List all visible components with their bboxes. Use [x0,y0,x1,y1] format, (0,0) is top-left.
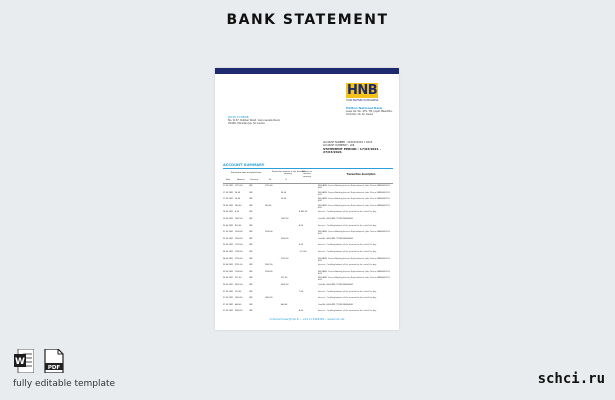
row-balance: 8.00 [299,224,304,227]
row-dr: 1200.00 [265,270,273,273]
row-currency: LKR [249,211,253,214]
row-amount: 1587.00 [235,218,243,220]
bank-address: Level 02, No. 479, T.B. Jayah Mawatha, Colombo 10, Sri Lanka [346,110,393,116]
row-amount: 460.00 [235,303,242,306]
row-balance: 6.00 [299,244,304,247]
row-amount: 7702.00 [235,244,243,247]
table-row [223,263,393,270]
table-row [223,243,393,250]
summary-divider [223,168,393,169]
bank-name: Hatton National Bank [346,106,383,110]
row-description: WILLIAMS, Current Banking Internet Replenishment, John Citizen 348264002 R.L 6/01 [318,257,391,262]
row-dr: 1710.00 [265,185,273,187]
row-amount: 1710.00 [235,185,243,187]
row-date: 25.03.2021 [223,264,234,267]
bank-logo: HNB [347,83,378,98]
row-cr: 2401.00 [281,284,289,286]
row-description: Interest - Crediting balance of the account for the end of the day [318,244,377,247]
row-date: 26.03.2021 [223,284,234,286]
row-currency: LKR [249,270,253,273]
row-description: Interest - Crediting balance of the account for the end of the day [318,297,377,300]
row-description: Interest - Crediting balance of the account for the end of the day [318,224,377,227]
row-cr: 24.00 [281,191,287,194]
col-header-currency: Currency [249,179,259,181]
document-footer: hnbsmartiuser@hnb.lk • +94 11 2462462 • www.hnb.net [269,318,345,321]
row-amount: 2401.00 [235,284,243,286]
row-description: WILLIAMS, Current Banking Internet Replenishment, John Citizen 348264002 R.L 6/01 [318,277,391,282]
row-cr: 1587.00 [281,218,289,220]
row-description: Card No. 0000 ATM CTIZEN 348264002 [318,303,354,306]
row-description: WILLIAMS, Current Banking Internet Replenishment, John Citizen 348264002 R.L 6/01 [318,231,391,236]
row-amount: 1650.00 [235,297,243,300]
row-description: WILLIAMS, Current Banking Internet Replenishment, John Citizen 348264002 R.L 6/01 [318,198,391,203]
row-cr: 271.00 [281,277,288,280]
account-meta [323,141,397,155]
row-currency: LKR [249,297,253,300]
row-currency: LKR [249,224,253,227]
table-row [223,184,393,191]
pdf-badge-label: PDF [47,365,61,371]
row-description: Card No. 0000 ATM CTIZEN 348264002 [318,237,354,240]
page-title: BANK STATEMENT [226,12,389,28]
row-balance: - 21 742 [299,251,307,253]
row-currency: LKR [249,231,253,234]
pdf-document-icon [44,349,64,373]
word-document-icon [14,349,34,373]
row-date: 24.03.2021 [223,257,234,260]
row-date: 26.03.2021 [223,277,234,280]
row-amount: 2240.00 [235,310,243,313]
row-amount: 2500.00 [235,237,243,240]
row-currency: LKR [249,277,253,280]
row-dr: 1650.00 [265,297,273,300]
row-date: 20.03.2021 [223,224,234,227]
col-header-date: Date [225,179,231,181]
row-amount: 745.00 [235,204,242,207]
statement-period: STATEMENT PERIOD : 17/03/2021 - 27/03/2021 [323,146,381,155]
col-header-amount: Amount [237,179,245,181]
row-amount: 4.00 [235,211,240,214]
customer-name: JOHN CYRENE [228,115,249,119]
statement-document [215,68,399,330]
row-dr: 1200.00 [265,231,273,234]
row-balance: 7.00 [299,290,304,293]
table-row [223,309,393,316]
row-currency: LKR [249,251,253,253]
row-currency: LKR [249,290,253,293]
row-date: 27.03.2021 [223,303,234,306]
site-watermark: schci.ru [537,371,605,387]
row-description: Interest - Crediting balance of the account for the end of the day [318,290,377,293]
row-cr: 2500.00 [281,237,289,240]
col-header-transaction-info: Transaction date and particulars [230,172,262,174]
row-date: 27.03.2021 [223,310,234,313]
col-header-transaction-in-date: Transaction amount in the account currency [271,171,305,176]
row-date: 24.03.2021 [223,251,234,253]
row-currency: LKR [249,310,253,313]
col-header-dr: Dr [268,179,272,181]
row-dr: 1947.00 [265,264,273,267]
document-top-bar [215,68,399,74]
row-date: 17.03.2021 [223,198,234,201]
col-header-description: Transaction description [346,173,376,176]
row-description: Interest - Crediting balance of the account for the end of the day [318,264,377,267]
row-date: 23.03.2021 [223,244,234,247]
row-currency: LKR [249,264,253,267]
row-cr: 2750.00 [281,257,289,260]
row-date: 27.03.2021 [223,297,234,300]
row-amount: 271.00 [235,277,242,280]
table-row [223,217,393,224]
col-header-balance: Balance in account currency [302,171,312,178]
table-row [223,276,393,283]
row-amount: 2761.00 [235,264,243,267]
row-amount: 270.00 [235,290,242,293]
customer-address: No. R-37, Rubber Road, Gurunavala Road, 20400, Peradeniya, Sri Lanka [228,119,281,126]
table-row [223,191,393,201]
row-description: WILLIAMS, Current Banking Internet Replenishment, John Citizen 348264002 R.L 6/01 [318,191,391,196]
row-description: WILLIAMS, Current Banking Internet Replenishment, John Citizen 348264002 R.L 6/01 [318,270,391,275]
row-date: 18.03.2021 [223,211,234,214]
row-amount: 26.00 [235,198,241,201]
table-row [223,250,393,257]
row-description: Interest - Crediting balance of the account for the end of the day [318,310,377,313]
row-date: 21.03.2021 [223,231,234,234]
row-date: 19.03.2021 [223,218,234,220]
row-amount: 24.00 [235,191,241,194]
row-cr: 460.00 [281,303,288,306]
row-balance: 4 401.00 [299,211,308,214]
table-row [223,230,393,237]
account-summary-title: ACCOUNT SUMMARY [223,163,265,167]
row-date: 18.03.2021 [223,204,234,207]
row-description: Card No. 0000 ATM CTIZEN 348264002 [318,284,354,286]
row-currency: LKR [249,191,253,194]
row-description: WILLIAMS, Current Banking Internet Replenishment, John Citizen 348264002 R.L 6/01 [318,204,391,209]
row-amount: 1200.00 [235,270,243,273]
row-date: 17.03.2021 [223,191,234,194]
editable-template-note: fully editable template [13,379,116,389]
row-date: 17.03.2021 [223,185,234,187]
row-description: WILLIAMS, Current Banking Internet Replenishment, John Citizen 348264002 R.L 6/01 [318,185,391,190]
col-header-cr: Cr [284,179,288,181]
row-currency: LKR [249,218,253,220]
row-currency: LKR [249,303,253,306]
meta-line: ACCOUNT CURRENCY : LKR [323,144,355,148]
row-amount: 870.00 [235,224,242,227]
table-row [223,290,393,300]
row-description: Interest - Crediting balance of the account for the end of the day [318,211,377,214]
row-date: 25.03.2021 [223,270,234,273]
row-balance: 4.00 [299,310,304,313]
row-currency: LKR [249,204,253,207]
row-currency: LKR [249,284,253,286]
row-date: 27.03.2021 [223,290,234,293]
bank-tagline: YOUR PARTNER IN PROGRESS [346,99,379,102]
row-amount: 1745.00 [235,251,243,253]
table-row [223,197,393,204]
table-row [223,210,393,217]
word-badge-label: W [15,357,25,367]
table-row [223,283,393,290]
row-currency: LKR [249,198,253,201]
row-currency: LKR [249,244,253,247]
table-row [223,296,393,303]
row-currency: LKR [249,237,253,240]
row-description: Interest - Crediting balance of the account for the end of the day [318,251,377,253]
row-amount: 2750.00 [235,257,243,260]
meta-line: ACCOUNT NUMBER : XXXXXXXXXX 7 XXXX [323,141,373,144]
row-currency: LKR [249,257,253,260]
row-cr: 26.00 [281,198,287,201]
row-description: Card No. 0000 ATM CTIZEN 348264002 [318,218,354,220]
row-amount: 1200.00 [235,231,243,234]
row-date: 22.03.2021 [223,237,234,240]
row-dr: 745.00 [265,204,272,207]
row-currency: LKR [249,185,253,187]
